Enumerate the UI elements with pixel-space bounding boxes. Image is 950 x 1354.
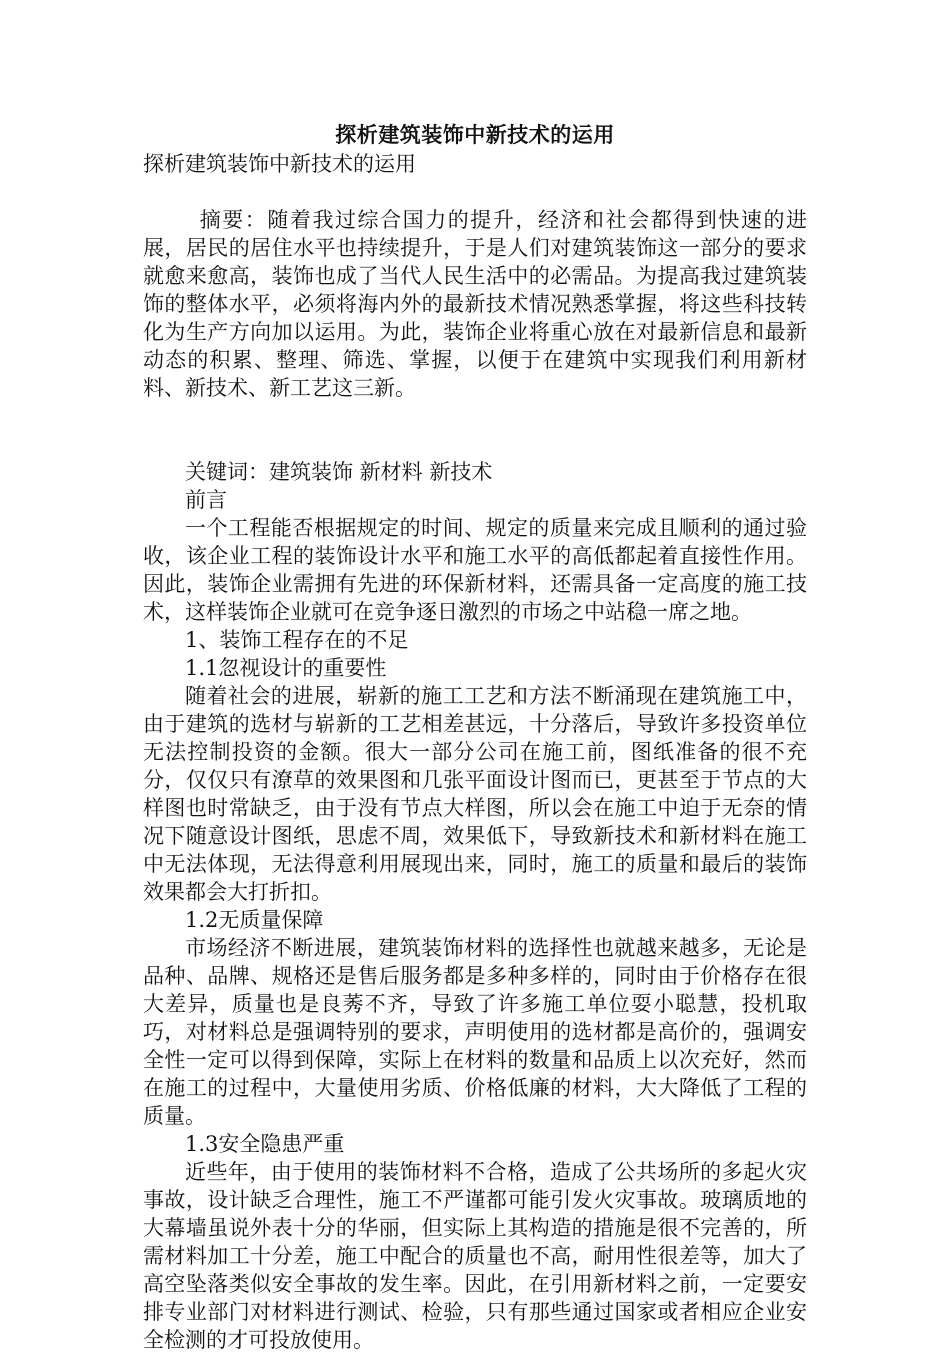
blank-line xyxy=(143,178,807,206)
document-subtitle: 探析建筑装饰中新技术的运用 xyxy=(143,152,416,176)
keywords-line: 关键词：建筑装饰 新材料 新技术 xyxy=(185,460,493,484)
section-1-1-paragraph: 随着社会的进展，崭新的施工工艺和方法不断涌现在建筑施工中，由于建筑的选材与崭新的工艺相差甚远，十分落后，导致许多投资单位无法控制投资的金额。很大一部分公司在施工前，图纸准备的很不充分，仅仅只有潦草的效果图和几张平面设计图而已，更甚至于节点的大样图也时常缺乏，由于没有节点大样图，所以会在施工中迫于无奈的情况下随意设计图纸，思虑不周，效果低下，导致新技术和新材料在施工中无法体现，无法得意利用展现出来，同时，施工的质量和最后的装饰效果都会大打折扣。 xyxy=(143,684,807,904)
section-1-1-heading: 1.1忽视设计的重要性 xyxy=(185,656,387,680)
preface-heading: 前言 xyxy=(185,488,227,512)
document-page xyxy=(143,120,807,1354)
section-1-2-paragraph: 市场经济不断进展，建筑装饰材料的选择性也就越来越多，无论是品种、品牌、规格还是售后服务都是多种多样的，同时由于价格存在很大差异，质量也是良莠不齐，导致了许多施工单位耍小聪慧，投机取巧，对材料总是强调特别的要求，声明使用的选材都是高价的，强调安全性一定可以得到保障，实际上在材料的数量和品质上以次充好，然而在施工的过程中，大量使用劣质、价格低廉的材料，大大降低了工程的质量。 xyxy=(143,936,807,1128)
blank-line xyxy=(143,430,807,458)
section-1-heading: 1、装饰工程存在的不足 xyxy=(185,628,409,652)
section-1-3-heading: 1.3安全隐患严重 xyxy=(185,1132,345,1156)
section-1-3-paragraph: 近些年，由于使用的装饰材料不合格，造成了公共场所的多起火灾事故，设计缺乏合理性，施工不严谨都可能引发火灾事故。玻璃质地的大幕墙虽说外表十分的华丽，但实际上其构造的措施是很不完善的，所需材料加工十分差，施工中配合的质量也不高，耐用性很差等，加大了高空坠落类似安全事故的发生率。因此，在引用新材料之前，一定要安排专业部门对材料进行测试、检验，只有那些通过国家或者相应企业安全检测的才可投放使用。 xyxy=(143,1160,807,1352)
document-title: 探析建筑装饰中新技术的运用 xyxy=(335,123,615,147)
blank-line xyxy=(143,402,807,430)
section-1-2-heading: 1.2无质量保障 xyxy=(185,908,324,932)
abstract-paragraph: 摘要：随着我过综合国力的提升，经济和社会都得到快速的进展，居民的居住水平也持续提升，于是人们对建筑装饰这一部分的要求就愈来愈高，装饰也成了当代人民生活中的必需品。为提高我过建筑装饰的整体水平，必须将海内外的最新技术情况熟悉掌握，将这些科技转化为生产方向加以运用。为此，装饰企业将重心放在对最新信息和最新动态的积累、整理、筛选、掌握，以便于在建筑中实现我们利用新材料、新技术、新工艺这三新。 xyxy=(143,208,807,400)
preface-paragraph: 一个工程能否根据规定的时间、规定的质量来完成且顺利的通过验收，该企业工程的装饰设计水平和施工水平的高低都起着直接性作用。因此，装饰企业需拥有先进的环保新材料，还需具备一定高度的施工技术，这样装饰企业就可在竞争逐日激烈的市场之中站稳一席之地。 xyxy=(143,516,807,624)
